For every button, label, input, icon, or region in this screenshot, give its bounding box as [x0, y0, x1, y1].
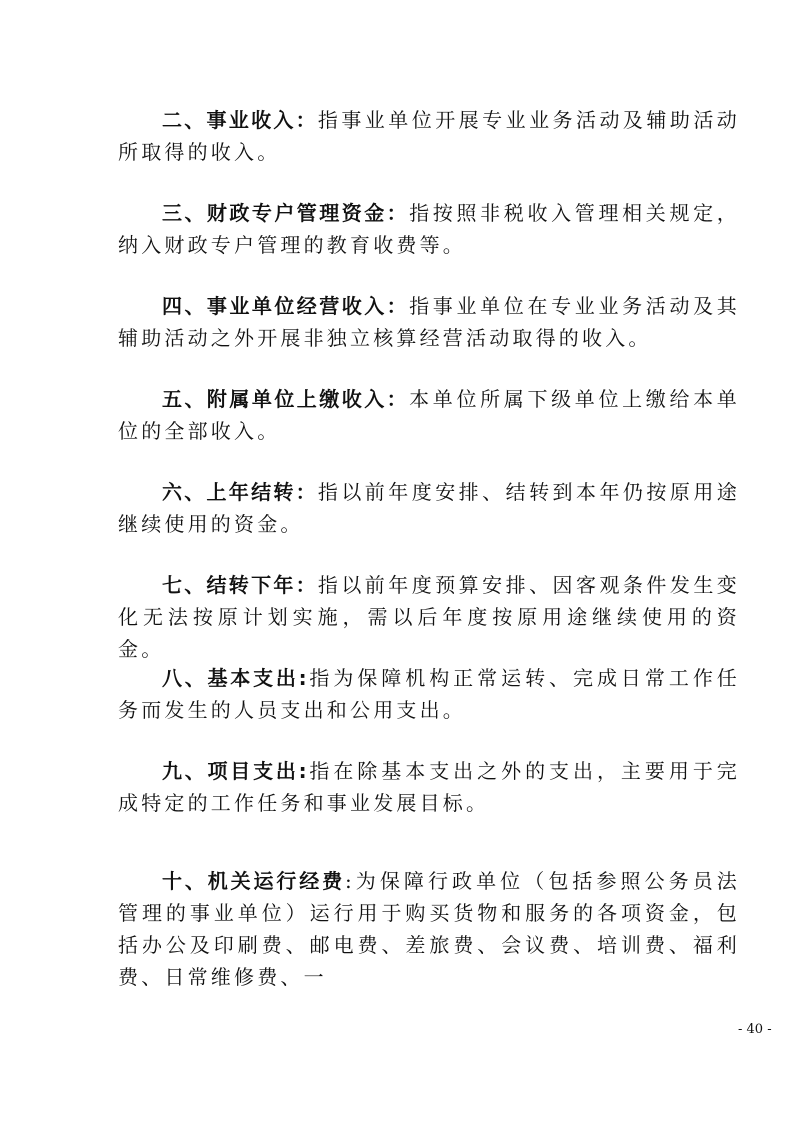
- definition-paragraph-5: [118, 383, 740, 447]
- definition-text: 指在除基本支出之外的支出，主要用于完成特定的工作任务和事业发展目标。: [118, 759, 741, 815]
- definition-paragraph-7: [118, 569, 740, 665]
- definition-text: 指事业单位开展专业业务活动及辅助活动所取得的收入。: [118, 108, 741, 164]
- definition-term: 十、机关运行经费: [162, 869, 345, 893]
- definition-text: 指按照非税收入管理相关规定，纳入财政专户管理的教育收费等。: [118, 201, 741, 257]
- definition-paragraph-2: [118, 104, 740, 168]
- definition-text: 指事业单位在专业业务活动及其辅助活动之外开展非独立核算经营活动取得的收入。: [118, 294, 741, 350]
- definition-term: 八、基本支出:: [162, 666, 309, 690]
- definition-text: 指为保障机构正常运转、完成日常工作任务而发生的人员支出和公用支出。: [118, 666, 741, 722]
- definition-paragraph-9: [118, 755, 740, 819]
- definition-text: 本单位所属下级单位上缴给本单位的全部收入。: [118, 387, 741, 443]
- definition-term: 三、财政专户管理资金：: [162, 201, 410, 225]
- definition-paragraph-10: [118, 865, 740, 993]
- definition-text: :为保障行政单位（包括参照公务员法管理的事业单位）运行用于购买货物和服务的各项资金，包括办公及印刷费、邮电费、差旅费、会议费、培训费、福利费、日常维修费、一: [118, 869, 740, 989]
- definition-term: 七、结转下年：: [162, 573, 318, 597]
- definition-paragraph-6: [118, 476, 740, 540]
- definition-paragraph-3: [118, 197, 740, 261]
- definition-term: 六、上年结转：: [162, 480, 318, 504]
- definition-term: 二、事业收入：: [162, 108, 318, 132]
- definition-term: 九、项目支出:: [162, 759, 309, 783]
- definition-paragraph-4: [118, 290, 740, 354]
- definition-text: 指以前年度安排、结转到本年仍按原用途继续使用的资金。: [118, 480, 741, 536]
- definition-paragraph-8: [118, 662, 740, 726]
- page-number: - 40 -: [738, 1022, 772, 1037]
- definition-term: 四、事业单位经营收入：: [162, 294, 410, 318]
- definition-text: 指以前年度预算安排、因客观条件发生变化无法按原计划实施，需以后年度按原用途继续使用的资金。: [118, 573, 741, 661]
- definition-term: 五、附属单位上缴收入：: [162, 387, 410, 411]
